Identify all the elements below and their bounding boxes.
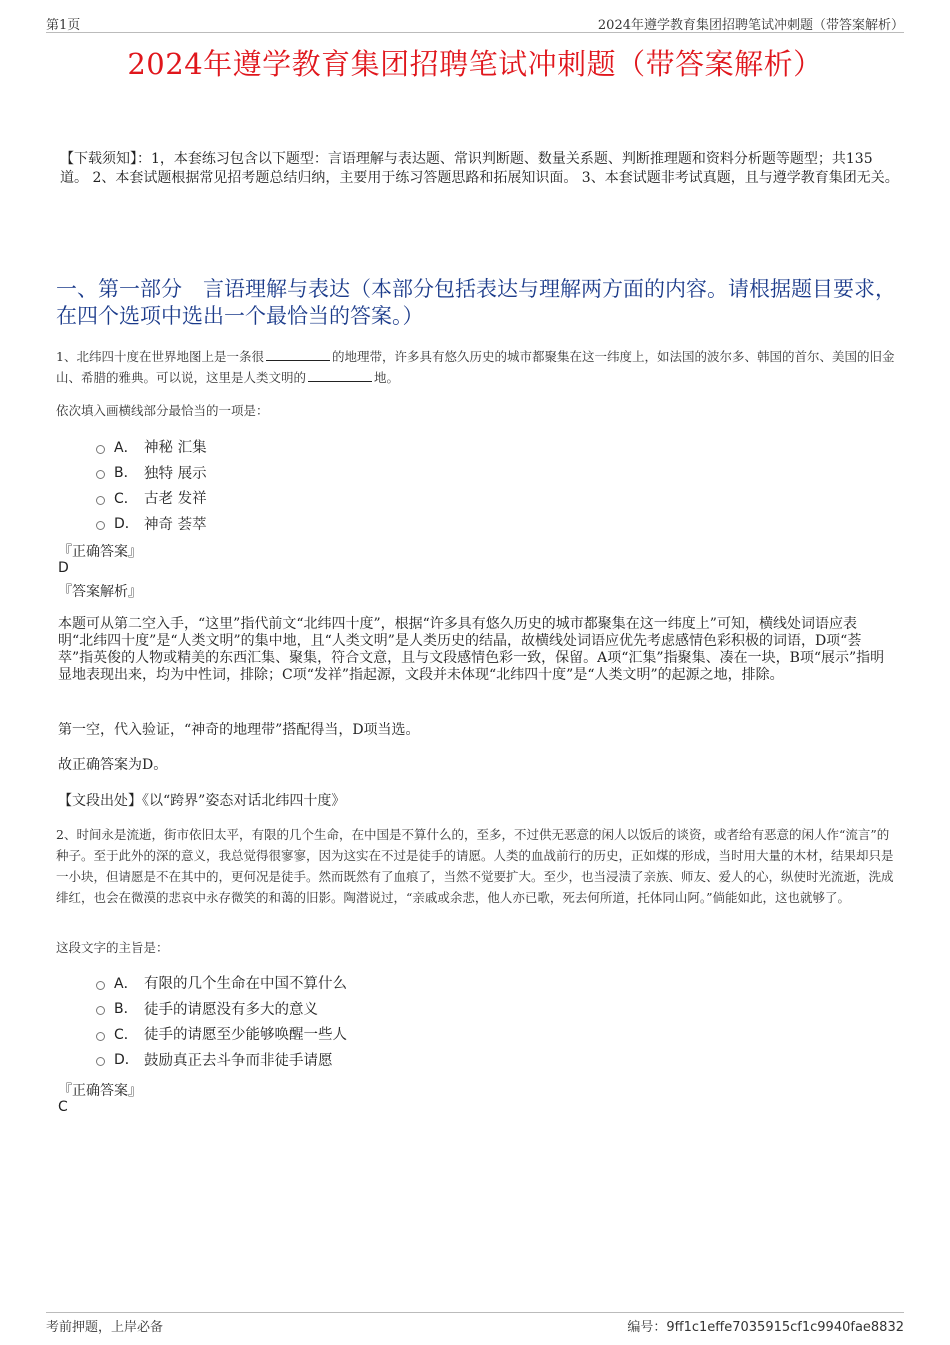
fill-blank-1 (266, 348, 330, 361)
option-letter: B． (114, 465, 138, 482)
q2-option-c[interactable] (96, 1021, 347, 1047)
q2-answer-label: 『正确答案』 (58, 1083, 142, 1099)
radio-icon[interactable] (96, 470, 105, 479)
doc-title: 2024年遵学教育集团招聘笔试冲刺题（带答案解析） (127, 47, 823, 81)
q1-option-b[interactable] (96, 460, 207, 486)
option-letter: A． (114, 439, 138, 456)
radio-icon[interactable] (96, 445, 105, 454)
q2-answer: C (58, 1099, 68, 1115)
q1-source: 【文段出处】《以“跨界”姿态对话北纬四十度》 (58, 793, 346, 809)
q1-answer: D (58, 560, 69, 576)
q2-option-b[interactable] (96, 996, 347, 1022)
page-header (46, 12, 904, 33)
q1-stem-part-c: 地。 (374, 370, 400, 385)
fill-blank-2 (308, 369, 372, 382)
option-text: 独特 展示 (144, 465, 207, 482)
option-letter: D． (114, 1052, 139, 1069)
radio-icon[interactable] (96, 1057, 105, 1066)
q1-options (96, 434, 207, 536)
q2-stem: 2、时间永是流逝，街市依旧太平，有限的几个生命，在中国是不算什么的，至多，不过供无恶意的闲人以饭后的谈资，或者给有恶意的闲人作“流言”的种子。至于此外的深的意义，我总觉得很寥寥，因为这实在不过是徒手的请愿。人类的血战前行的历史，正如煤的形成，当时用大量的木材，结果却只是一小块，但请愿是不在其中的，更何况是徒手。然而既然有了血痕了，当然不觉要扩大。至少，也当浸渍了亲族、师友、爱人的心，纵使时光流逝，洗成绯红，也会在微漠的悲哀中永存微笑的和蔼的旧影。陶潜说过，“亲戚或余悲，他人亦已歌，死去何所道，托体同山阿。”倘能如此，这也就够了。 (56, 827, 894, 905)
option-letter: C． (114, 490, 138, 507)
option-text: 古老 发祥 (144, 491, 207, 508)
q1-stem (56, 346, 898, 388)
q1-option-c[interactable] (96, 485, 207, 511)
q1-analysis-body: 本题可从第二空入手，“这里”指代前文“北纬四十度”，根据“许多具有悠久历史的城市都聚集在这一纬度上”可知，横线处词语应表明“北纬四十度”是“人类文明”的集中地，且“人类文明”是人类历史的结晶，故横线处词语应优先考虑感情色彩积极的词语，D项“荟萃”指英俊的人物或精美的东西汇集、聚集，符合文意，且与文段感情色彩一致，保留。A项“汇集”指聚集、凑在一块，B项“展示”指明显地表现出来，均为中性词，排除；C项“发祥”指起源，文段并未体现“北纬四十度”是“人类文明”的起源之地，排除。 (58, 616, 885, 683)
radio-icon[interactable] (96, 1006, 105, 1015)
q1-option-a[interactable] (96, 434, 207, 460)
option-text: 鼓励真正去斗争而非徒手请愿 (144, 1052, 333, 1069)
header-doc-title: 2024年遵学教育集团招聘笔试冲刺题（带答案解析） (597, 18, 904, 33)
radio-icon[interactable] (96, 521, 105, 530)
q1-analysis-conclusion: 故正确答案为D。 (58, 757, 168, 773)
download-notice: 【下载须知】：1，本套练习包含以下题型：言语理解与表达题、常识判断题、数量关系题、判断推理题和资料分析题等题型；共135道。 2、本套试题根据常见招考题总结归纳，主要用于练习答题思路和拓展知识面。 3、本套试题非考试真题，且与遵学教育集团无关。 (60, 151, 899, 186)
option-text: 神奇 荟萃 (144, 516, 207, 533)
option-text: 神秘 汇集 (144, 440, 207, 457)
q1-answer-label: 『正确答案』 (58, 544, 142, 560)
page-number: 第1页 (46, 18, 81, 33)
radio-icon[interactable] (96, 981, 105, 990)
page-footer (46, 1312, 904, 1339)
q2-options (96, 970, 347, 1072)
option-text: 徒手的请愿没有多大的意义 (144, 1001, 318, 1018)
option-letter: B． (114, 1001, 138, 1018)
option-text: 徒手的请愿至少能够唤醒一些人 (144, 1027, 347, 1044)
q1-analysis-verify: 第一空，代入验证，“神奇的地理带”搭配得当，D项当选。 (58, 722, 420, 738)
option-letter: D． (114, 516, 139, 533)
q1-option-d[interactable] (96, 511, 207, 537)
q1-prompt: 依次填入画横线部分最恰当的一项是： (56, 403, 269, 418)
q1-stem-part-b: 的地理带，许多具有悠久历史的城市都聚集在这一纬度上，如法国的波尔多、韩国的首尔、美国的旧金山、希腊的雅典。可以说，这里是人类文明的 (56, 349, 895, 385)
q2-prompt: 这段文字的主旨是： (56, 940, 169, 955)
option-letter: C． (114, 1026, 138, 1043)
footer-slogan: 考前押题，上岸必备 (46, 1320, 164, 1335)
q2-option-a[interactable] (96, 970, 347, 996)
section-title: 一、第一部分 言语理解与表达（本部分包括表达与理解两方面的内容。请根据题目要求，在四个选项中选出一个最恰当的答案。） (56, 277, 896, 328)
option-text: 有限的几个生命在中国不算什么 (144, 976, 347, 993)
option-letter: A． (114, 975, 138, 992)
footer-code-value: 9ff1c1effe7035915cf1c9940fae8832 (666, 1320, 904, 1335)
radio-icon[interactable] (96, 496, 105, 505)
q1-analysis-label: 『答案解析』 (58, 584, 142, 600)
footer-code-label: 编号： (627, 1320, 667, 1335)
q1-stem-part-a: 1、北纬四十度在世界地图上是一条很 (56, 349, 264, 364)
q2-option-d[interactable] (96, 1047, 347, 1073)
radio-icon[interactable] (96, 1032, 105, 1041)
footer-code (627, 1316, 904, 1335)
